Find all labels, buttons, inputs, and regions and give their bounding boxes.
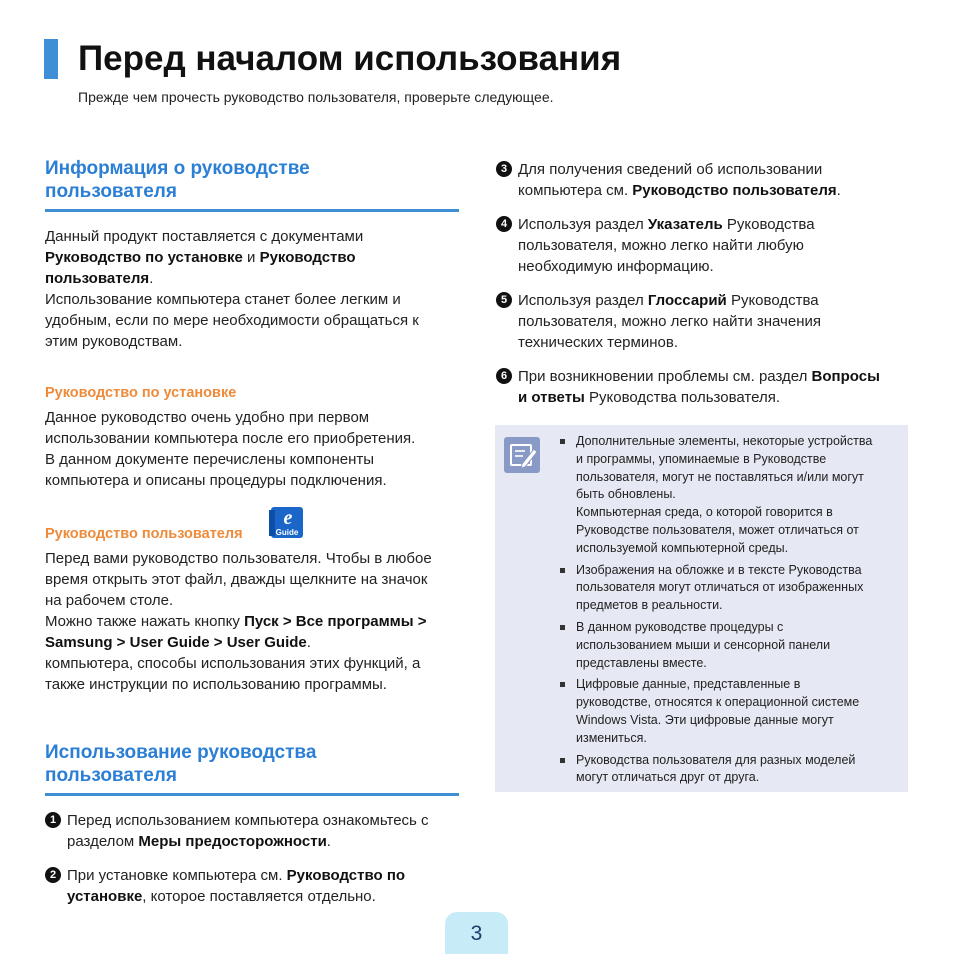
bullet-square: [560, 568, 565, 573]
section-using-guide: [45, 741, 459, 796]
page-number: 3: [470, 922, 483, 945]
note-item: Руководства пользователя для разных моделей могут отличаться друг от друга.: [560, 752, 905, 788]
number-badge: 3: [496, 161, 512, 177]
bullet-square: [560, 625, 565, 630]
subheading-user-guide: Руководство пользователя: [45, 526, 243, 542]
number-badge: 2: [45, 867, 61, 883]
intro-text: Прежде чем прочесть руководство пользователя, проверьте следующее.: [78, 89, 554, 105]
note-item: Изображения на обложке и в тексте Руководства пользователя могут отличаться от изображенных предметов в реальности.: [560, 562, 905, 615]
number-badge: 1: [45, 812, 61, 828]
bullet-square: [560, 682, 565, 687]
bullet-square: [560, 758, 565, 763]
number-badge: 6: [496, 368, 512, 384]
title-accent-bar: [44, 39, 58, 79]
user-guide-paragraph: Перед вами руководство пользователя. Чтобы в любое время открыть этот файл, дважды щелкните на значок на рабочем столе. Можно также нажать кнопку Пуск > Все программы > Samsung > User Guide > User Guide. компьютера, способы использования этих функций, а также инструкции по использованию программы.: [45, 550, 432, 693]
bullet-square: [560, 439, 565, 444]
section-title: Использование руководства пользователя: [45, 742, 317, 786]
number-badge: 4: [496, 216, 512, 232]
section-info-about-guide: [45, 157, 459, 212]
list-item: 5 Используя раздел Глоссарий Руководства пользователя, можно легко найти значения технических терминов.: [496, 290, 938, 353]
section-rule: [45, 793, 459, 796]
list-item: 6 При возникновении проблемы см. раздел Вопросы и ответы Руководства пользователя.: [496, 366, 938, 408]
e-guide-icon: [269, 506, 304, 539]
pencil-note-icon: [504, 437, 540, 473]
page-title: Перед началом использования: [78, 39, 622, 78]
subheading-install-guide: Руководство по установке: [45, 385, 237, 401]
note-list: [560, 433, 905, 791]
note-item: В данном руководстве процедуры с использованием мыши и сенсорной панели представлены вместе.: [560, 619, 905, 672]
number-badge: 5: [496, 292, 512, 308]
section-rule: [45, 209, 459, 212]
section1-paragraph: Данный продукт поставляется с документами Руководство по установке и Руководство пользователя. Использование компьютера станет более легким и удобным, если по мере необходимости обращаться к этим руководствам.: [45, 228, 419, 350]
svg-text:e: e: [283, 507, 293, 529]
section-title: Информация о руководстве пользователя: [45, 158, 310, 202]
list-item: 2 При установке компьютера см. Руководство по установке, которое поставляется отдельно.: [45, 865, 487, 907]
list-item: 3 Для получения сведений об использовании компьютера см. Руководство пользователя.: [496, 159, 938, 201]
note-item: Дополнительные элементы, некоторые устройства и программы, упоминаемые в Руководстве пользователя, могут не поставляться и/или могут быть обновлены. Компьютерная среда, о которой говорится в Руководстве пользователя, может отличаться от используемой компьютерной среды.: [560, 433, 905, 558]
svg-text:Guide: Guide: [275, 528, 299, 537]
note-item: Цифровые данные, представленные в руководстве, относятся к операционной системе Windows Vista. Эти цифровые данные могут измениться.: [560, 676, 905, 747]
install-guide-paragraph: Данное руководство очень удобно при первом использовании компьютера после его приобретения. В данном документе перечислены компоненты компьютера и описаны процедуры подключения.: [45, 409, 416, 489]
list-item: 1 Перед использованием компьютера ознакомьтесь с разделом Меры предосторожности.: [45, 810, 487, 852]
list-item: 4 Используя раздел Указатель Руководства пользователя, можно легко найти любую необходимую информацию.: [496, 214, 938, 277]
